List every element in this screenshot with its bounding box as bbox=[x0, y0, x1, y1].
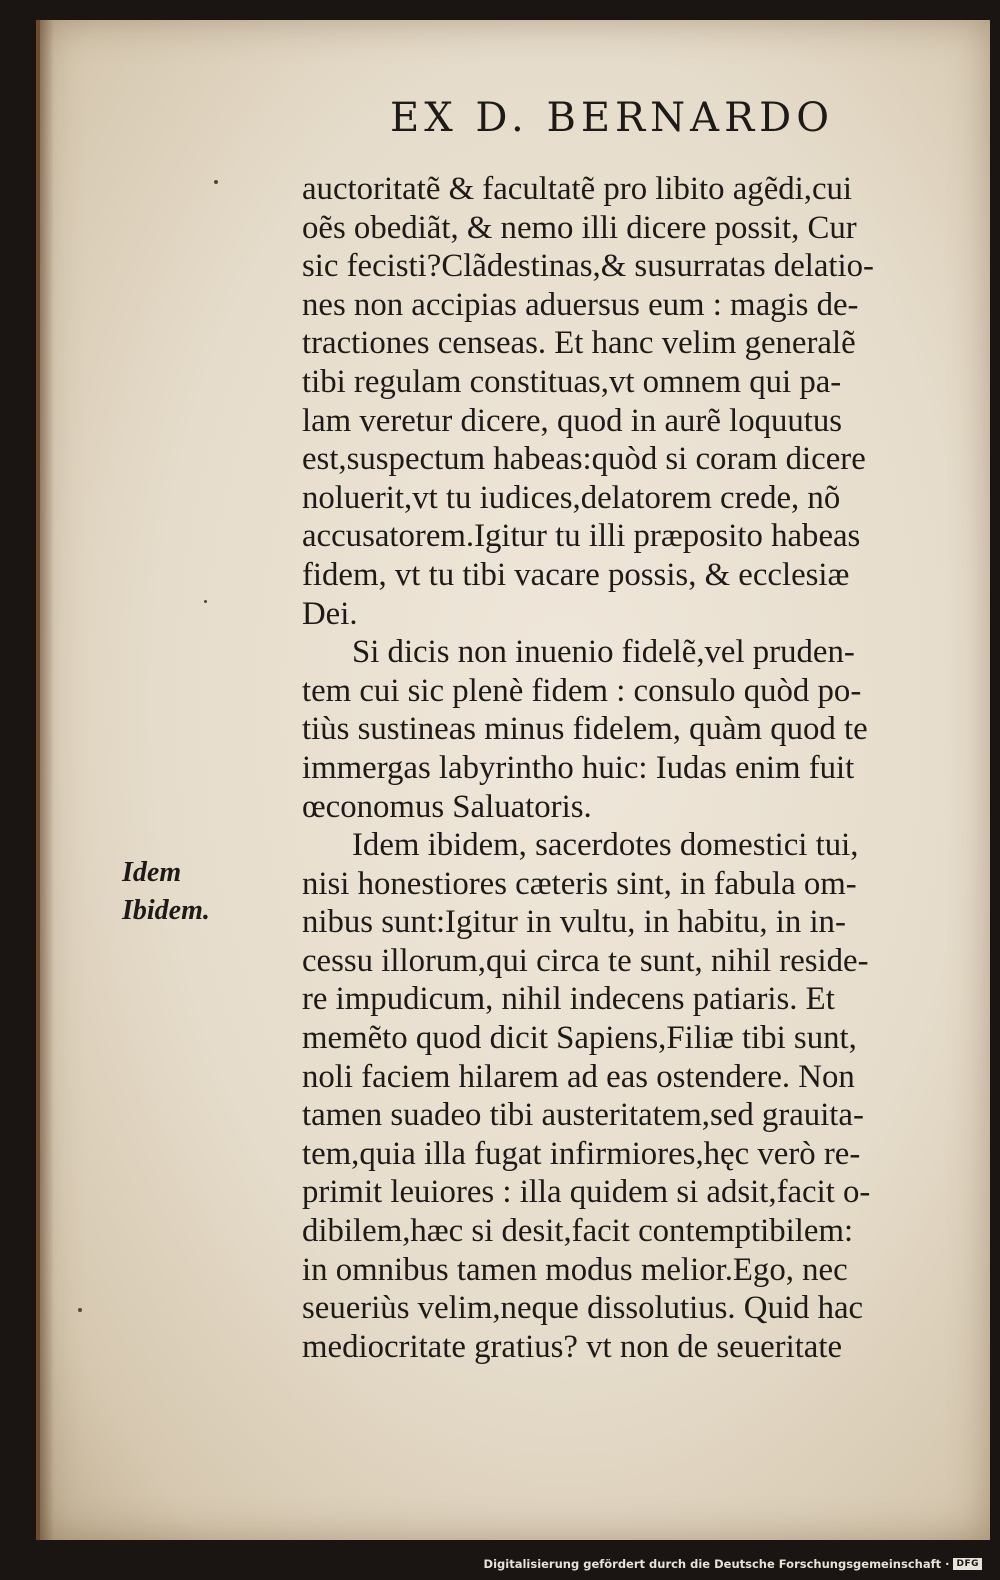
book-page bbox=[36, 20, 990, 1540]
text-line: Dei. bbox=[302, 595, 358, 632]
marginal-note bbox=[122, 854, 210, 930]
text-line: auctoritatẽ & facultatẽ pro libito agẽdi,cui bbox=[302, 171, 853, 207]
text-line: seueriùs velim,neque dissolutius. Quid hac bbox=[302, 1290, 864, 1327]
text-line: lam veretur dicere, quod in aurẽ loquutus bbox=[302, 402, 843, 439]
credit-separator: · bbox=[945, 1557, 950, 1571]
ink-speck bbox=[78, 1308, 82, 1312]
text-line: cessu illorum,qui circa te sunt, nihil reside- bbox=[302, 942, 869, 979]
ink-speck bbox=[204, 600, 207, 603]
text-line: nes non accipias aduersus eum : magis de- bbox=[302, 286, 859, 323]
text-line: tem,quia illa fugat infirmiores,hęc verò re- bbox=[302, 1135, 861, 1172]
text-line: primit leuiores : illa quidem si adsit,facit o- bbox=[302, 1174, 871, 1211]
text-line: est,suspectum habeas:quòd si coram dicere bbox=[302, 441, 866, 478]
digitization-credit bbox=[484, 1552, 982, 1576]
dfg-logo: DFG bbox=[953, 1558, 982, 1570]
ink-speck bbox=[214, 180, 218, 184]
text-line: tamen suadeo tibi austeritatem,sed grauita- bbox=[302, 1097, 864, 1134]
paragraph-start-line: Si dicis non inuenio fidelẽ,vel pruden- bbox=[352, 634, 855, 671]
text-line: sic fecisti?Clãdestinas,& susurratas delatio- bbox=[302, 248, 874, 285]
paragraph-start-line: Idem ibidem, sacerdotes domestici tui, bbox=[352, 827, 859, 864]
running-head: EX D. BERNARDO bbox=[390, 95, 835, 141]
text-line: re impudicum, nihil indecens patiaris. Et bbox=[302, 981, 835, 1018]
text-line: tibi regulam constituas,vt omnem qui pa- bbox=[302, 363, 842, 400]
text-line: tractiones censeas. Et hanc velim generalẽ bbox=[302, 325, 856, 362]
marginal-note-line: Ibidem. bbox=[122, 895, 210, 926]
text-line: œconomus Saluatoris. bbox=[302, 788, 592, 825]
text-line: fidem, vt tu tibi vacare possis, & ecclesiæ bbox=[302, 556, 850, 593]
text-line: oẽs obediãt, & nemo illi dicere possit, Cur bbox=[302, 209, 857, 246]
text-line: tiùs sustineas minus fidelem, quàm quod te bbox=[302, 711, 868, 748]
text-line: in omnibus tamen modus melior.Ego, nec bbox=[302, 1251, 848, 1288]
text-line: nisi honestiores cæteris sint, in fabula om- bbox=[302, 865, 857, 902]
body-text bbox=[302, 170, 962, 1366]
marginal-note-line: Idem bbox=[122, 857, 182, 888]
text-line: accusatorem.Igitur tu illi præposito habeas bbox=[302, 518, 861, 555]
text-line: mediocritate gratius? vt non de seueritate bbox=[302, 1328, 843, 1365]
text-line: immergas labyrintho huic: Iudas enim fuit bbox=[302, 749, 855, 786]
text-line: memẽto quod dicit Sapiens,Filiæ tibi sunt, bbox=[302, 1020, 857, 1057]
text-line: tem cui sic plenè fidem : consulo quòd po- bbox=[302, 672, 862, 709]
text-line: noluerit,vt tu iudices,delatorem crede, nõ bbox=[302, 479, 841, 516]
text-line: noli faciem hilarem ad eas ostendere. Non bbox=[302, 1058, 855, 1095]
digitization-credit-text: Digitalisierung gefördert durch die Deutsche Forschungsgemeinschaft bbox=[483, 1557, 942, 1571]
text-line: nibus sunt:Igitur in vultu, in habitu, in in- bbox=[302, 904, 846, 941]
text-line: dibilem,hæc si desit,facit contemptibilem: bbox=[302, 1213, 854, 1250]
